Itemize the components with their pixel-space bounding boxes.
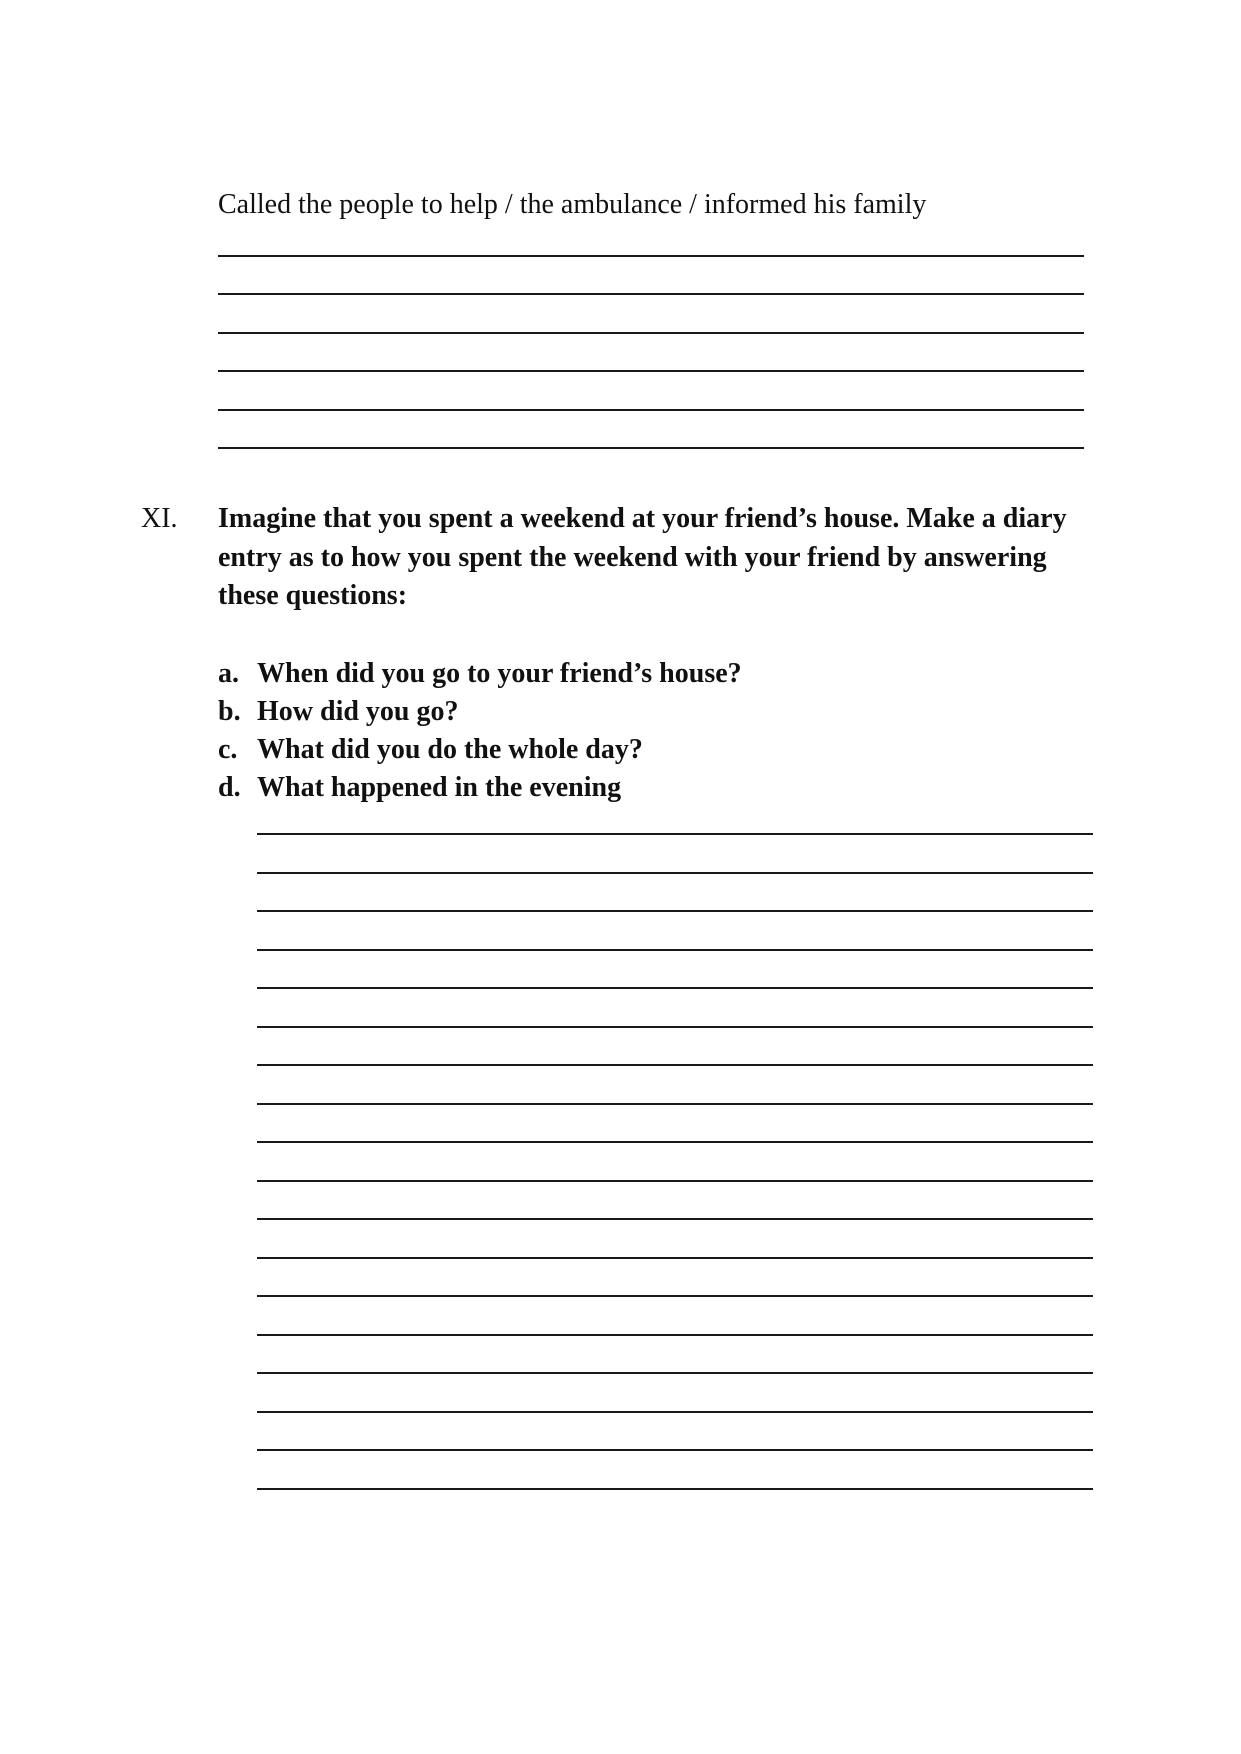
answer-line[interactable] [218, 255, 1084, 257]
sub-question-b [218, 693, 459, 731]
answer-line[interactable] [218, 409, 1084, 411]
answer-line[interactable] [218, 293, 1084, 295]
sub-question-letter: d. [218, 772, 241, 803]
answer-line[interactable] [257, 1218, 1093, 1220]
answer-line[interactable] [257, 1064, 1093, 1066]
hint-text: Called the people to help / the ambulance / informed his family [218, 189, 927, 220]
answer-line[interactable] [257, 987, 1093, 989]
answer-line[interactable] [218, 370, 1084, 372]
answer-line[interactable] [257, 949, 1093, 951]
answer-line[interactable] [257, 1103, 1093, 1105]
answer-line[interactable] [257, 1141, 1093, 1143]
answer-line[interactable] [257, 1449, 1093, 1451]
answer-line[interactable] [257, 1180, 1093, 1182]
answer-line[interactable] [257, 910, 1093, 912]
question-number: XI. [141, 503, 178, 534]
answer-line[interactable] [257, 833, 1093, 835]
sub-question-a [218, 655, 742, 693]
answer-line[interactable] [218, 447, 1084, 449]
answer-line[interactable] [257, 1411, 1093, 1413]
answer-line[interactable] [257, 1334, 1093, 1336]
sub-question-d [218, 769, 621, 807]
answer-line[interactable] [257, 1488, 1093, 1490]
sub-question-letter: c. [218, 734, 238, 765]
answer-line[interactable] [218, 332, 1084, 334]
question-prompt: Imagine that you spent a weekend at your friend’s house. Make a diary entry as to how you spent the weekend with your friend by answering these questions: [218, 503, 1067, 611]
sub-question-letter: a. [218, 658, 239, 689]
answer-line[interactable] [257, 1372, 1093, 1374]
sub-question-text: What did you do the whole day? [257, 734, 643, 765]
sub-question-text: When did you go to your friend’s house? [257, 658, 742, 689]
answer-line[interactable] [257, 1257, 1093, 1259]
sub-question-text: What happened in the evening [257, 772, 622, 803]
sub-question-text: How did you go? [257, 696, 459, 727]
answer-line[interactable] [257, 1026, 1093, 1028]
sub-question-letter: b. [218, 696, 241, 727]
sub-question-c [218, 731, 643, 769]
answer-line[interactable] [257, 1295, 1093, 1297]
answer-line[interactable] [257, 872, 1093, 874]
